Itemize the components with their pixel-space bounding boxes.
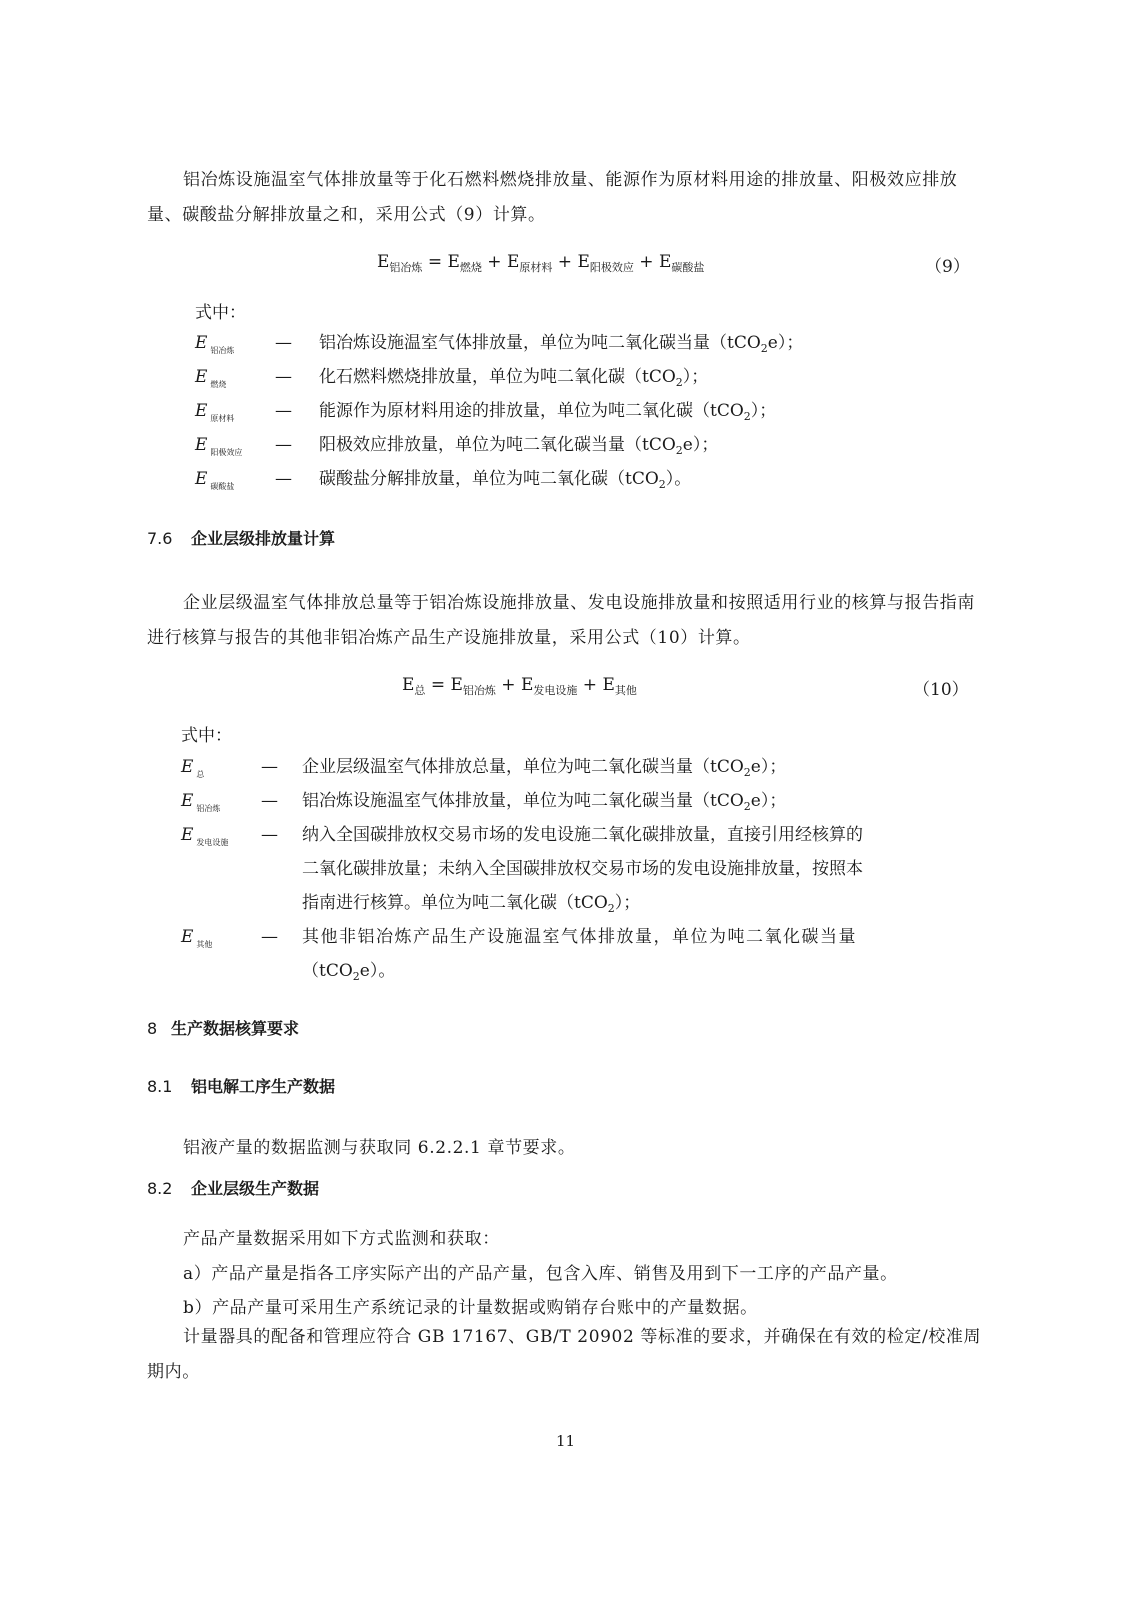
list-item-b: b）产品产量可采用生产系统记录的计量数据或购销存台账中的产量数据。 [183, 1298, 758, 1318]
formula-9: $E_{铝冶炼} = E_{燃烧} + E_{原材料} + E_{阳极效应} + E_{碳酸盐}$ [377, 252, 705, 274]
equation-number-10: （10） [913, 680, 969, 700]
paragraph-product-output-intro: 产品产量数据采用如下方式监测和获取： [183, 1229, 500, 1249]
where-label-9: 式中： [195, 303, 246, 323]
equation-number-9: （9） [925, 257, 970, 277]
paragraph-measuring-instruments: 计量器具的配备和管理应符合 GB 17167、GB/T 20902 等标准的要求，并确保在有效的检定/校准周期内。 [147, 1327, 982, 1382]
heading-8-1: 8.1 铝电解工序生产数据 [147, 1077, 336, 1096]
where-label-10: 式中： [181, 726, 232, 746]
heading-7-6: 7.6 企业层级排放量计算 [147, 529, 336, 548]
list-item-a: a）产品产量是指各工序实际产出的产品产量，包含入库、销售及用到下一工序的产品产量。 [183, 1264, 898, 1284]
paragraph-aluminum-liquid-output: 铝液产量的数据监测与获取同 6.2.2.1 章节要求。 [183, 1138, 576, 1158]
page-number: 11 [555, 1432, 576, 1450]
paragraph-aluminum-smelting-emissions: 铝冶炼设施温室气体排放量等于化石燃料燃烧排放量、能源作为原材料用途的排放量、阳极效应排放量、碳酸盐分解排放量之和，采用公式（9）计算。 [147, 170, 958, 225]
heading-8: 8 生产数据核算要求 [147, 1019, 300, 1038]
paragraph-enterprise-emissions: 企业层级温室气体排放总量等于铝冶炼设施排放量、发电设施排放量和按照适用行业的核算与报告指南进行核算与报告的其他非铝冶炼产品生产设施排放量，采用公式（10）计算。 [147, 593, 975, 648]
formula-10: $E_总 = E_{铝冶炼} + E_{发电设施} + E_{其他}$ [402, 675, 637, 697]
heading-8-2: 8.2 企业层级生产数据 [147, 1179, 320, 1198]
